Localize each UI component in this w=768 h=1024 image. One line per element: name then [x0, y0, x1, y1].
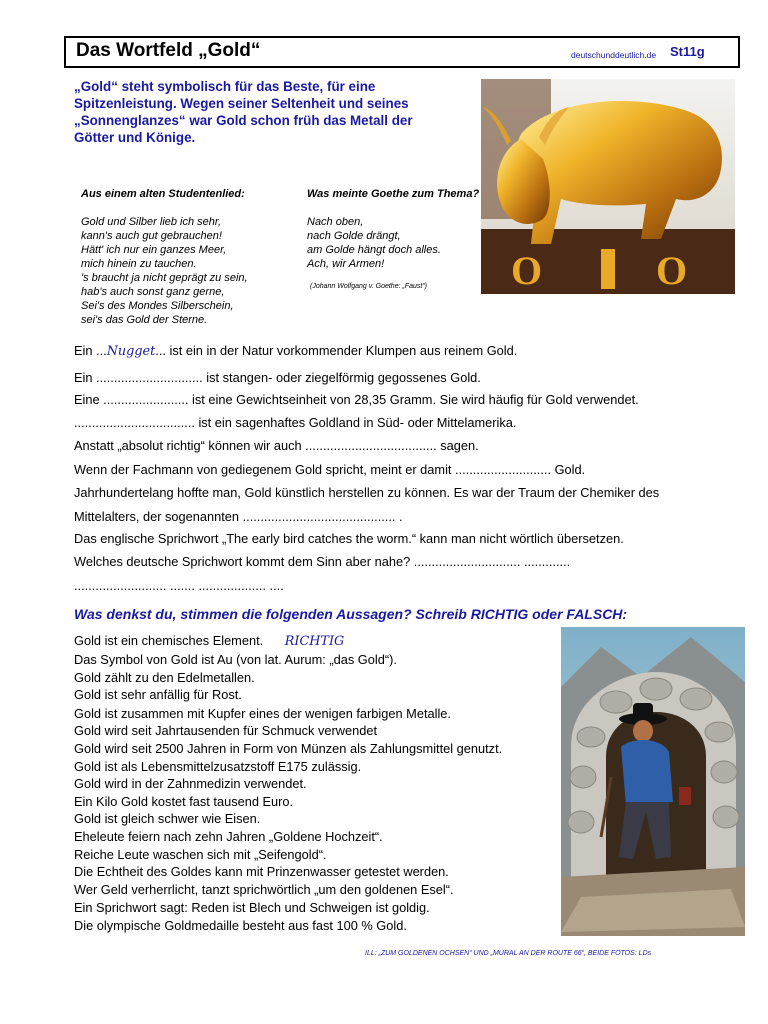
- quiz-heading: Was denkst du, stimmen die folgenden Aussagen? Schreib RICHTIG oder FALSCH:: [74, 606, 628, 622]
- poem-line: Ach, wir Armen!: [307, 258, 385, 270]
- poem-line: Sei's des Mondes Silberschein,: [81, 300, 234, 312]
- quiz-statement: Gold ist als Lebensmittelzusatzstoff E175 zulässig.: [74, 759, 362, 774]
- poem-line: hab's auch sonst ganz gerne,: [81, 286, 225, 298]
- poem-line: am Golde hängt doch alles.: [307, 244, 441, 256]
- poem-right-heading: Was meinte Goethe zum Thema?: [307, 188, 480, 200]
- header-box: [64, 36, 740, 68]
- poem-source: (Johann Wolfgang v. Goethe: „Faust“): [310, 283, 427, 290]
- example-suffix: ... ist ein in der Natur vorkommender Klumpen aus reinem Gold.: [155, 343, 518, 358]
- quiz-statement: Gold ist sehr anfällig für Rost.: [74, 687, 242, 702]
- example-prefix: Ein ...: [74, 343, 107, 358]
- exercise-line: Jahrhundertelang hoffte man, Gold künstlich herstellen zu können. Es war der Traum der Chemiker des: [74, 485, 660, 500]
- quiz-statement: Das Symbol von Gold ist Au (von lat. Aurum: „das Gold“).: [74, 652, 397, 667]
- quiz-statement: Ein Kilo Gold kostet fast tausend Euro.: [74, 794, 294, 809]
- intro-text: „Gold“ steht symbolisch für das Beste, für eine Spitzenleistung. Wegen seiner Seltenheit und seines „Sonnenglanzes“ war Gold schon früh das Metall der Götter und Könige.: [74, 79, 413, 145]
- miner-mural-photo: [561, 627, 745, 936]
- miner-mural-image: [561, 627, 745, 936]
- photo-credit: ILL: „ZUM GOLDENEN OCHSEN“ UND „MURAL AN DER ROUTE 66“, BEIDE FOTOS: LDs: [365, 950, 652, 957]
- poem-line: 's braucht ja nicht geprägt zu sein,: [81, 272, 248, 284]
- exercise-line: .................................. ist ein sagenhaftes Goldland in Süd- oder Mittelamerika.: [74, 415, 517, 430]
- quiz-statement: Gold wird seit Jahrtausenden für Schmuck verwendet: [74, 723, 378, 738]
- svg-text:O: O: [511, 248, 543, 293]
- site-name: deutschunddeutlich.de: [571, 50, 657, 60]
- quiz-statement: Gold wird in der Zahnmedizin verwendet.: [74, 776, 307, 791]
- quiz-statement: Gold wird seit 2500 Jahren in Form von Münzen als Zahlungsmittel genutzt.: [74, 741, 503, 756]
- quiz-statement: Gold zählt zu den Edelmetallen.: [74, 670, 255, 685]
- statement-answer: RICHTIG: [284, 634, 345, 649]
- poem-line: nach Golde drängt,: [307, 230, 401, 242]
- exercise-line: Das englische Sprichwort „The early bird catches the worm.“ kann man nicht wörtlich übersetzen.: [74, 531, 624, 546]
- poem-line: kann's auch gut gebrauchen!: [81, 230, 222, 242]
- page-title: Das Wortfeld „Gold“: [76, 40, 261, 61]
- svg-text:O: O: [656, 248, 688, 293]
- exercise-line: Ein .............................. ist stangen- oder ziegelförmig gegossenes Gold.: [74, 370, 481, 385]
- poem-line: Gold und Silber lieb ich sehr,: [81, 216, 222, 228]
- quiz-statement: Eheleute feiern nach zehn Jahren „Goldene Hochzeit“.: [74, 829, 383, 844]
- golden-ox-image: [481, 79, 735, 294]
- poem-line: Nach oben,: [307, 216, 364, 228]
- statement-text: Gold ist ein chemisches Element.: [74, 633, 264, 648]
- poem-line: mich hinein zu tauchen.: [81, 258, 197, 270]
- exercise-example: [74, 343, 517, 359]
- quiz-statement: Reiche Leute waschen sich mit „Seifengold“.: [74, 847, 327, 862]
- quiz-statement: Ein Sprichwort sagt: Reden ist Blech und Schweigen ist goldig.: [74, 900, 430, 915]
- exercise-line: Mittelalters, der sogenannten ........................................... .: [74, 509, 403, 524]
- poem-line: sei's das Gold der Sterne.: [81, 314, 208, 326]
- quiz-statement: Wer Geld verherrlicht, tanzt sprichwörtlich „um den goldenen Esel“.: [74, 882, 454, 897]
- exercise-line: Welches deutsche Sprichwort kommt dem Sinn aber nahe? .............................. .............: [74, 554, 571, 569]
- golden-ox-photo: [481, 79, 735, 294]
- exercise-line: Wenn der Fachmann von gediegenem Gold spricht, meint er damit ........................... Gold.: [74, 462, 586, 477]
- poem-line: Hätt' ich nur ein ganzes Meer,: [81, 244, 227, 256]
- poem-left-heading: Aus einem alten Studentenlied:: [81, 188, 245, 200]
- poem-right: [307, 215, 441, 271]
- poem-left: [81, 215, 248, 327]
- exercise-line: .......................... ....... ................... ....: [74, 578, 284, 593]
- quiz-first-statement: [74, 633, 344, 649]
- quiz-statement: Die Echtheit des Goldes kann mit Prinzenwasser getestet werden.: [74, 864, 449, 879]
- quiz-statement: Gold ist zusammen mit Kupfer eines der wenigen farbigen Metalle.: [74, 706, 451, 721]
- worksheet-code: St11g: [670, 44, 705, 59]
- quiz-statement: Die olympische Goldmedaille besteht aus fast 100 % Gold.: [74, 918, 407, 933]
- exercise-line: Anstatt „absolut richtig“ können wir auch ..................................... sagen.: [74, 438, 479, 453]
- exercise-line: Eine ........................ ist eine Gewichtseinheit von 28,35 Gramm. Sie wird häufig für Gold verwendet.: [74, 392, 639, 407]
- example-answer: Nugget: [106, 344, 156, 359]
- quiz-statement: Gold ist gleich schwer wie Eisen.: [74, 811, 261, 826]
